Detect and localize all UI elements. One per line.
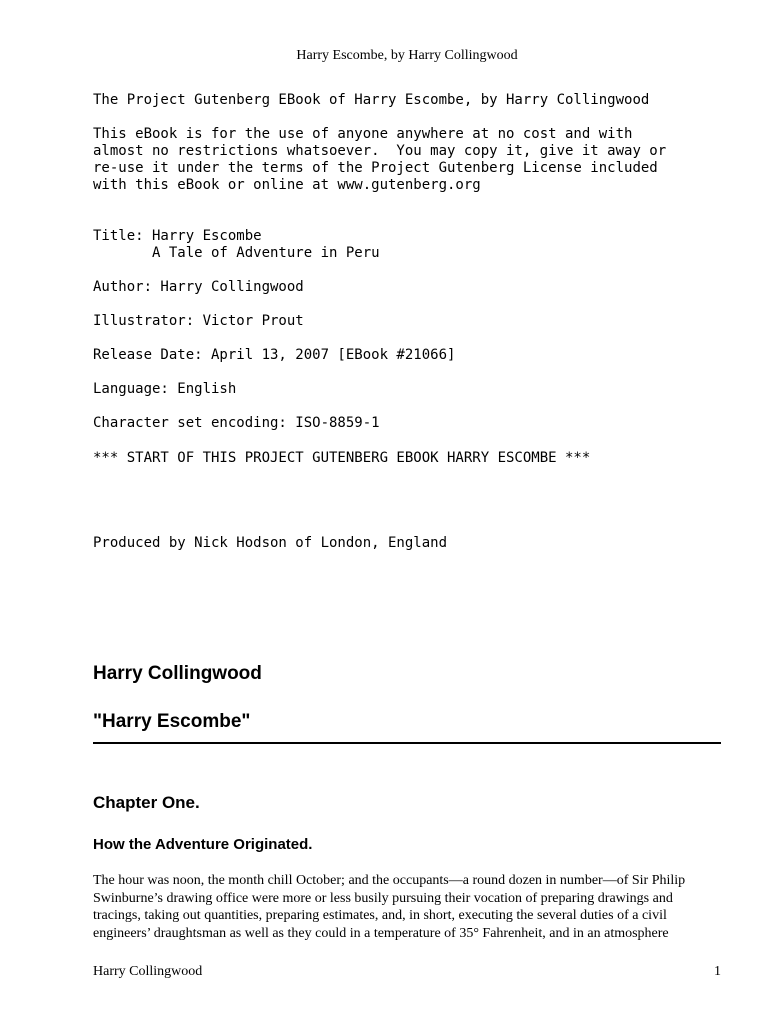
paragraph-line: tracings, taking out quantities, preparing estimates, and, in short, executing the several duties of a civil <box>93 908 667 923</box>
illustrator-line: Illustrator: Victor Prout <box>93 313 304 329</box>
chapter-paragraph <box>93 872 723 942</box>
title-divider <box>93 742 721 744</box>
start-marker-line: *** START OF THIS PROJECT GUTENBERG EBOOK HARRY ESCOMBE *** <box>93 450 591 466</box>
license-line: This eBook is for the use of anyone anywhere at no cost and with <box>93 126 633 142</box>
footer-author: Harry Collingwood <box>93 964 203 979</box>
language-line: Language: English <box>93 381 237 397</box>
charset-line: Character set encoding: ISO-8859-1 <box>93 415 380 431</box>
gutenberg-intro: The Project Gutenberg EBook of Harry Escombe, by Harry Collingwood <box>93 92 650 108</box>
license-line: re-use it under the terms of the Project Gutenberg License included <box>93 160 658 176</box>
book-title-heading: "Harry Escombe" <box>93 711 251 732</box>
page-number: 1 <box>714 964 721 979</box>
subtitle-line: A Tale of Adventure in Peru <box>93 245 380 261</box>
release-date-line: Release Date: April 13, 2007 [EBook #21066] <box>93 347 456 363</box>
produced-by-line: Produced by Nick Hodson of London, England <box>93 535 448 551</box>
running-header: Harry Escombe, by Harry Collingwood <box>296 48 518 63</box>
license-line: almost no restrictions whatsoever. You may copy it, give it away or <box>93 143 667 159</box>
author-heading: Harry Collingwood <box>93 663 262 684</box>
license-line: with this eBook or online at www.gutenberg.org <box>93 177 481 193</box>
paragraph-line: engineers’ draughtsman as well as they could in a temperature of 35° Fahrenheit, and in an atmosphere <box>93 925 669 941</box>
paragraph-line: Swinburne’s drawing office were more or less busily pursuing their vocation of preparing drawings and <box>93 890 673 906</box>
chapter-heading: Chapter One. <box>93 793 200 812</box>
author-line: Author: Harry Collingwood <box>93 279 304 295</box>
title-line: Title: Harry Escombe <box>93 228 262 244</box>
chapter-title: How the Adventure Originated. <box>93 836 313 853</box>
paragraph-line: The hour was noon, the month chill October; and the occupants—a round dozen in number—of Sir Philip <box>93 873 686 888</box>
